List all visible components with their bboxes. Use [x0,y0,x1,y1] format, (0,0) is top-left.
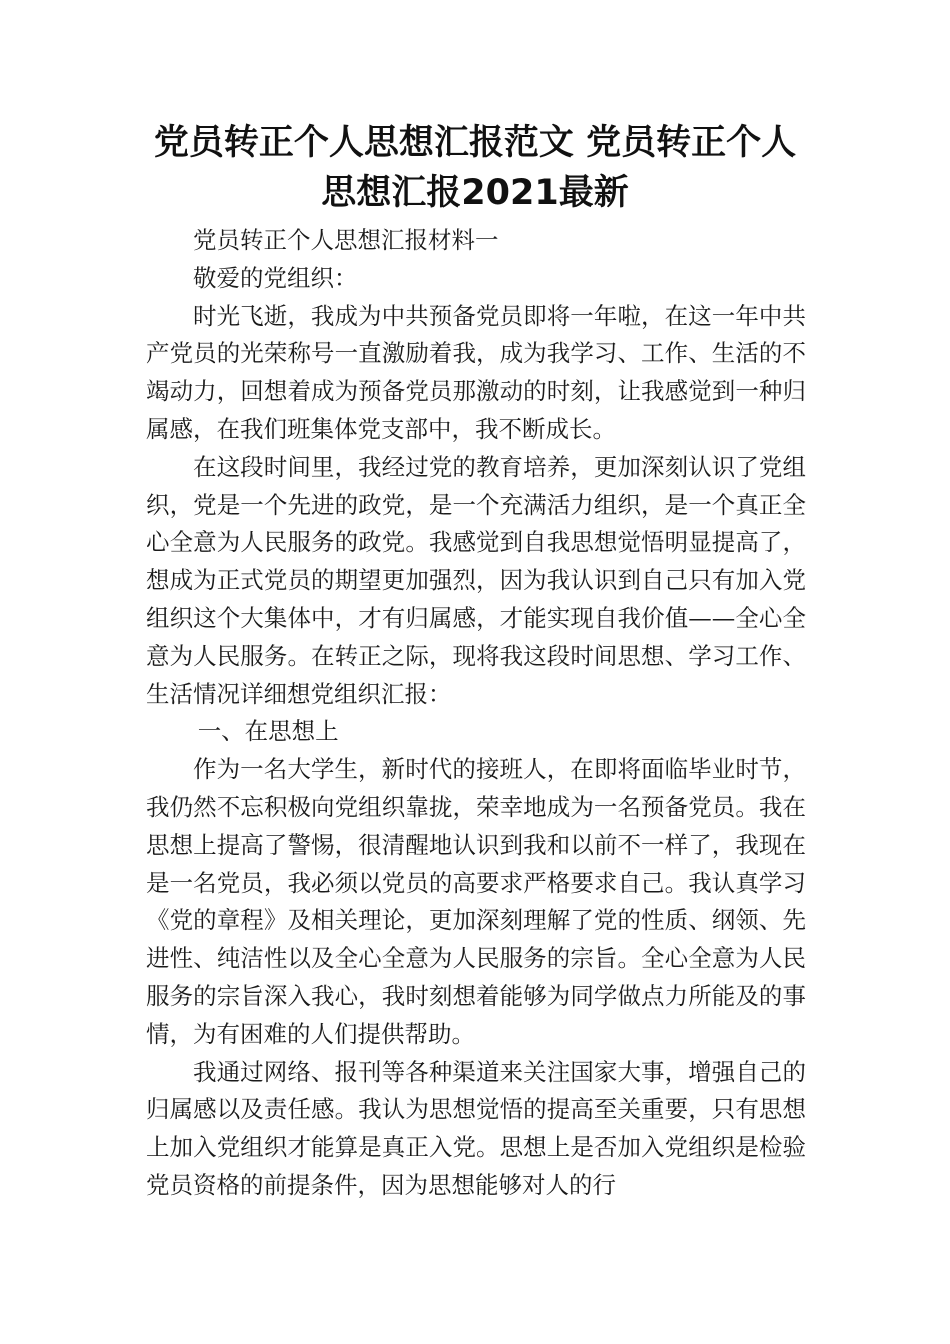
document-title: 党员转正个人思想汇报范文 党员转正个人思想汇报2021最新 [153,123,797,213]
document-body [146,222,806,1205]
paragraph: 作为一名大学生，新时代的接班人，在即将面临毕业时节，我仍然不忘积极向党组织靠拢，荣幸地成为一名预备党员。我在思想上提高了警惕，很清醒地认识到我和以前不一样了，我现在是一名党员，我必须以党员的高要求严格要求自己。我认真学习《党的章程》及相关理论，更加深刻理解了党的性质、纲领、先进性、纯洁性以及全心全意为人民服务的宗旨。全心全意为人民服务的宗旨深入我心，我时刻想着能够为同学做点力所能及的事情，为有困难的人们提供帮助。 [146,755,806,1048]
paragraph: 时光飞逝，我成为中共预备党员即将一年啦，在这一年中共产党员的光荣称号一直激励着我，成为我学习、工作、生活的不竭动力，回想着成为预备党员那激动的时刻，让我感觉到一种归属感，在我们班集体党支部中，我不断成长。 [146,301,806,443]
paragraph-subtitle: 党员转正个人思想汇报材料一 [193,226,499,254]
paragraph: 在这段时间里，我经过党的教育培养，更加深刻认识了党组织，党是一个先进的政党，是一个充满活力组织，是一个真正全心全意为人民服务的政党。我感觉到自我思想觉悟明显提高了，想成为正式党员的期望更加强烈，因为我认识到自己只有加入党组织这个大集体中，才有归属感，才能实现自我价值——全心全意为人民服务。在转正之际，现将我这段时间思想、学习工作、生活情况详细想党组织汇报： [146,452,806,708]
paragraph-salutation: 敬爱的党组织： [193,263,358,292]
section-heading: 一、在思想上 [197,717,339,746]
paragraph: 我通过网络、报刊等各种渠道来关注国家大事，增强自己的归属感以及责任感。我认为思想觉悟的提高至关重要，只有思想上加入党组织才能算是真正入党。思想上是否加入党组织是检验党员资格的前提条件，因为思想能够对人的行 [146,1057,806,1199]
